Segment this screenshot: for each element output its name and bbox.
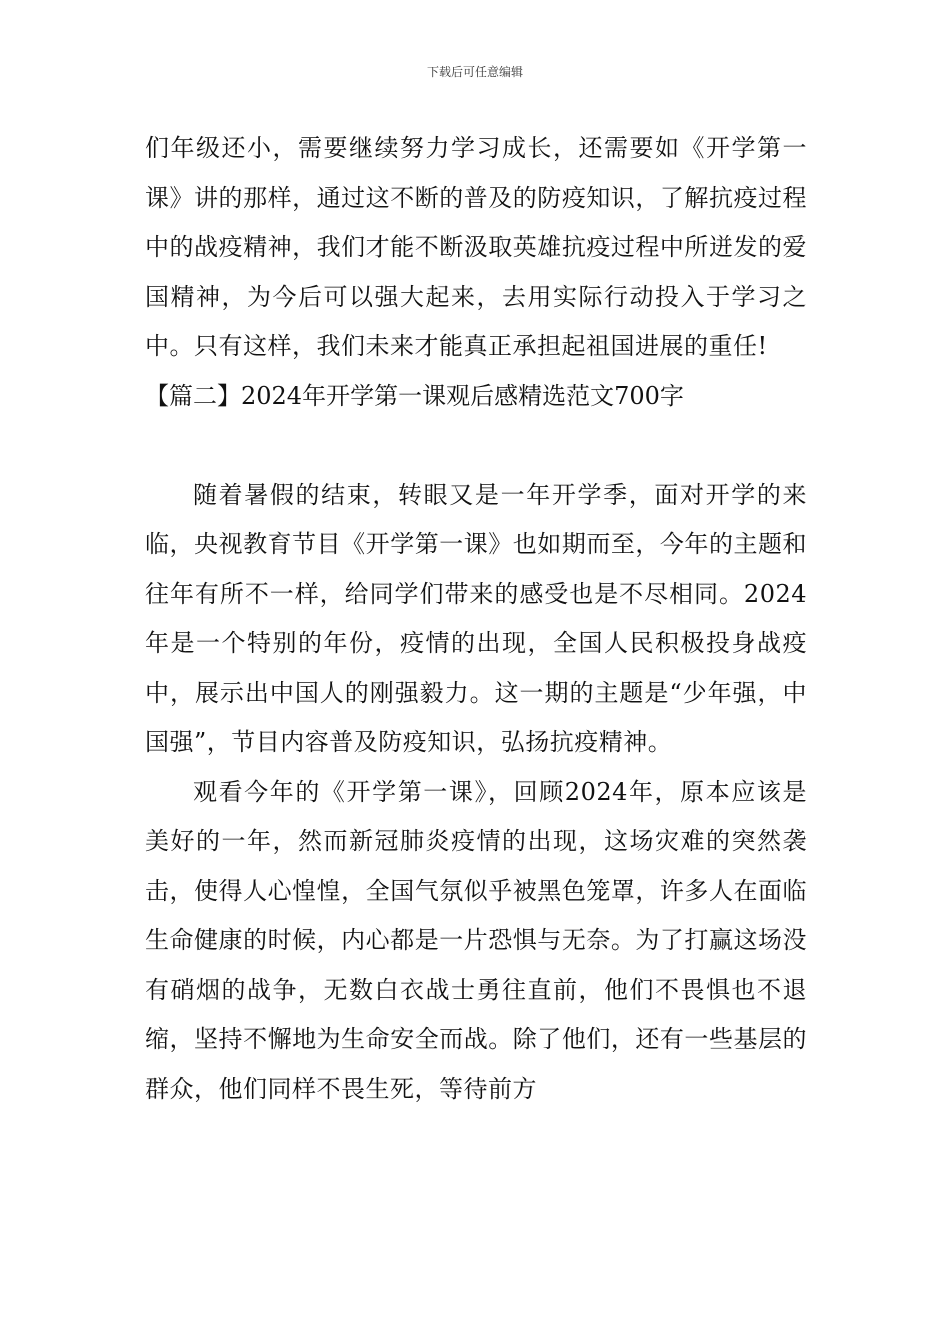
page-header: 下载后可任意编辑 [426, 65, 523, 79]
paragraph-continuation: 们年级还小，需要继续努力学习成长，还需要如《开学第一课》讲的那样，通过这不断的普及的防疫知识，了解抗疫过程中的战疫精神，我们才能不断汲取英雄抗疫过程中所迸发的爱国精神，为今后可以强大起来，去用实际行动投入于学习之中。只有这样，我们未来才能真正承担起祖国进展的重任! [145, 134, 807, 360]
paragraph-intro: 随着暑假的结束，转眼又是一年开学季，面对开学的来临，央视教育节目《开学第一课》也如期而至，今年的主题和往年有所不一样，给同学们带来的感受也是不尽相同。2024年是一个特别的年份，疫情的出现，全国人民积极投身战疫中，展示出中国人的刚强毅力。这一期的主题是“少年强，中国强”，节目内容普及防疫知识，弘扬抗疫精神。 [145, 480, 807, 756]
section-heading: 【篇二】2024年开学第一课观后感精选范文700字 [145, 381, 684, 410]
paragraph-reflection: 观看今年的《开学第一课》，回顾2024年，原本应该是美好的一年，然而新冠肺炎疫情的出现，这场灾难的突然袭击，使得人心惶惶，全国气氛似乎被黑色笼罩，许多人在面临生命健康的时候，内心都是一片恐惧与无奈。为了打赢这场没有硝烟的战争，无数白衣战士勇往直前，他们不畏惧也不退缩，坚持不懈地为生命安全而战。除了他们，还有一些基层的群众，他们同样不畏生死，等待前方 [145, 777, 807, 1103]
blank-line [145, 421, 807, 471]
document-body [145, 124, 807, 1114]
